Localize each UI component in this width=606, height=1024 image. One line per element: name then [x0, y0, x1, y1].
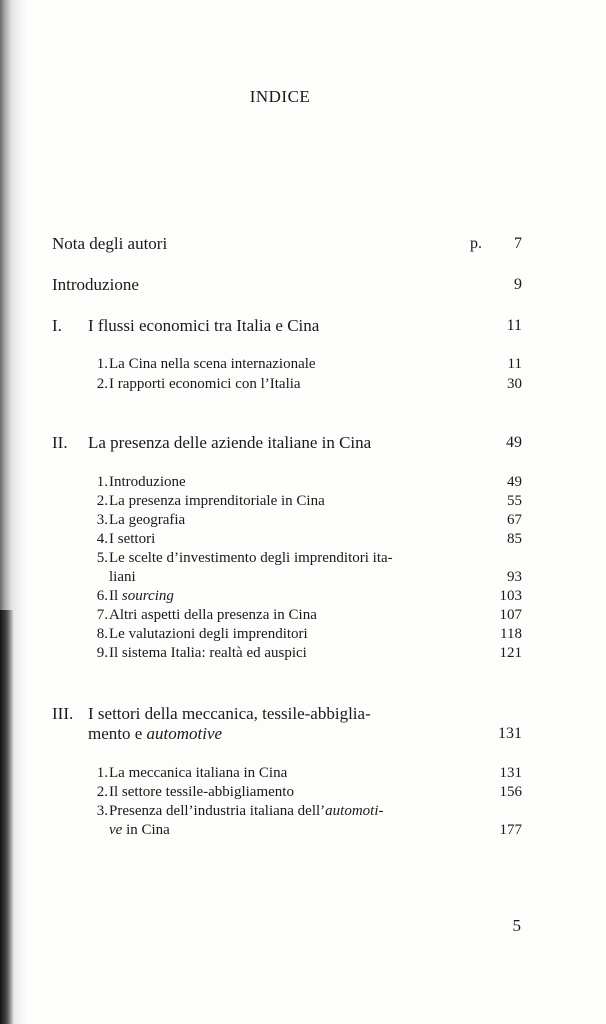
- section-title: I settori: [109, 531, 156, 547]
- section-title-line2: [109, 821, 449, 840]
- page-title: INDICE: [249, 87, 311, 106]
- toc-page-number: 85: [507, 531, 522, 547]
- section-number: 7.: [96, 607, 108, 623]
- toc-page-number: 177: [499, 822, 522, 838]
- section-number: 1.: [96, 356, 108, 372]
- page-folio: 5: [512, 916, 521, 935]
- chapter-title-line2: [88, 724, 448, 744]
- section-title: Introduzione: [109, 474, 186, 490]
- section-title: Altri aspetti della presenza in Cina: [109, 607, 317, 623]
- chapter-number: II.: [52, 433, 68, 452]
- section-number: 2.: [96, 784, 108, 800]
- toc-page-number: 93: [507, 569, 522, 585]
- page-abbrev: p.: [470, 235, 482, 252]
- section-title: La geografia: [109, 512, 186, 528]
- section-number: 4.: [96, 531, 108, 547]
- section-title: Il settore tessile-abbigliamento: [109, 784, 294, 800]
- toc-page-number: 49: [506, 434, 522, 451]
- section-number: 1.: [96, 765, 108, 781]
- toc-page-number: 107: [499, 607, 522, 623]
- chapter-title-italic: automotive: [146, 724, 223, 743]
- section-title: Il sistema Italia: realtà ed auspici: [109, 645, 307, 661]
- section-number: 6.: [96, 588, 108, 604]
- section-number: 3.: [96, 512, 108, 528]
- toc-page-number: 131: [499, 765, 522, 781]
- section-title: [109, 587, 449, 606]
- toc-page-number: 11: [507, 356, 522, 372]
- toc-page-number: 156: [499, 784, 522, 800]
- section-title-roman: Il: [109, 588, 122, 604]
- toc-page-number: 67: [507, 512, 522, 528]
- toc-page-number: 131: [498, 725, 522, 742]
- toc-page-number: 11: [506, 317, 522, 334]
- toc-page-number: 103: [499, 588, 522, 604]
- section-number: 9.: [96, 645, 108, 661]
- section-title: La meccanica italiana in Cina: [109, 765, 288, 781]
- section-title-italic: automoti-: [325, 803, 384, 819]
- chapter-title-line1: I settori della meccanica, tessile-abbiglia-: [88, 704, 371, 723]
- section-title: La Cina nella scena internazionale: [109, 356, 316, 372]
- toc-page-number: 7: [514, 235, 522, 252]
- toc-entry-label: Nota degli autori: [52, 234, 168, 253]
- section-title-line2: liani: [109, 569, 136, 585]
- section-number: 2.: [96, 376, 108, 392]
- section-title: I rapporti economici con l’Italia: [109, 376, 301, 392]
- chapter-number: III.: [52, 704, 74, 723]
- toc-page-number: 9: [514, 276, 522, 293]
- chapter-title: I flussi economici tra Italia e Cina: [88, 316, 320, 335]
- toc-page-number: 55: [507, 493, 522, 509]
- section-number: 5.: [96, 550, 108, 566]
- section-number: 8.: [96, 626, 108, 642]
- section-title-roman: Presenza dell’industria italiana dell’: [109, 803, 326, 819]
- chapter-title-roman: mento e: [88, 724, 147, 743]
- section-title: Le valutazioni degli imprenditori: [109, 626, 308, 642]
- chapter-title: La presenza delle aziende italiane in Cina: [88, 433, 372, 452]
- section-number: 2.: [96, 493, 108, 509]
- section-number: 1.: [96, 474, 108, 490]
- section-number: 3.: [96, 803, 108, 819]
- toc-page-number: 49: [507, 474, 522, 490]
- toc-page-number: 121: [499, 645, 522, 661]
- section-title-line1: Le scelte d’investimento degli imprenditori ita-: [109, 550, 393, 566]
- section-title-roman: in Cina: [122, 822, 170, 838]
- section-title: La presenza imprenditoriale in Cina: [109, 493, 325, 509]
- toc-page-number: 118: [500, 626, 522, 642]
- section-title-italic: sourcing: [121, 588, 174, 604]
- section-title-line1: [109, 802, 449, 821]
- toc-page-number: 30: [507, 376, 522, 392]
- chapter-number: I.: [52, 316, 62, 335]
- toc-entry-label: Introduzione: [52, 275, 139, 294]
- section-title-italic: ve: [109, 822, 123, 838]
